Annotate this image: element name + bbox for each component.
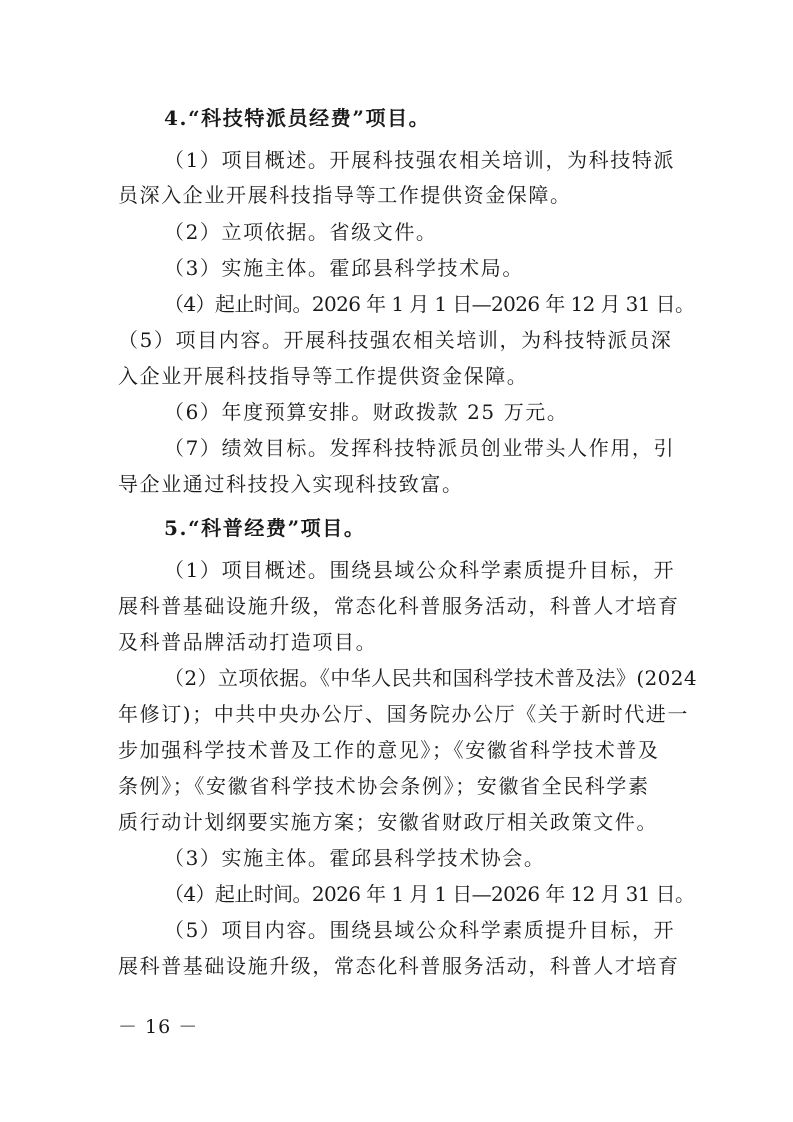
paragraph-line: （2）立项依据。省级文件。: [164, 220, 438, 244]
paragraph-line: 质行动计划纲要实施方案；安徽省财政厅相关政策文件。: [118, 810, 658, 834]
page-number: － 16 －: [118, 1016, 199, 1038]
section-heading-4: 4.“科技特派员经费”项目。: [164, 106, 431, 130]
paragraph-line: （3）实施主体。霍邱县科学技术局。: [164, 256, 524, 280]
paragraph-line: 导企业通过科技投入实现科技致富。: [118, 472, 464, 496]
paragraph-line: 年修订)；中共中央办公厅、国务院办公厅《关于新时代进一: [118, 702, 690, 726]
paragraph-line: 及科普品牌活动打造项目。: [118, 630, 378, 654]
paragraph-line: （1）项目概述。开展科技强农相关培训，为科技特派: [164, 148, 676, 172]
paragraph-line: （4）起止时间。2026 年 1 月 1 日—2026 年 12 月 31 日。: [164, 292, 695, 316]
paragraph-line: （7）绩效目标。发挥科技特派员创业带头人作用，引: [164, 436, 676, 460]
paragraph-line: 展科普基础设施升级，常态化科普服务活动，科普人才培育: [118, 954, 680, 978]
paragraph-line: （3）实施主体。霍邱县科学技术协会。: [164, 846, 546, 870]
paragraph-line: 员深入企业开展科技指导等工作提供资金保障。: [118, 183, 572, 207]
paragraph-line: （5）项目内容。围绕县域公众科学素质提升目标，开: [164, 918, 676, 942]
paragraph-line: 条例》；《安徽省科学技术协会条例》；安徽省全民科学素: [118, 774, 650, 798]
paragraph-line: （5）项目内容。开展科技强农相关培训，为科技特派员深: [118, 328, 673, 352]
paragraph-line: 入企业开展科技指导等工作提供资金保障。: [118, 364, 529, 388]
paragraph-line: 步加强科学技术普及工作的意见》；《安徽省科学技术普及: [118, 738, 660, 762]
paragraph-line: 展科普基础设施升级，常态化科普服务活动，科普人才培育: [118, 594, 680, 618]
paragraph-line: （1）项目概述。围绕县域公众科学素质提升目标，开: [164, 558, 676, 582]
section-heading-5: 5.“科普经费”项目。: [164, 516, 366, 540]
paragraph-line: （2）立项依据。《中华人民共和国科学技术普及法》(2024: [164, 666, 698, 690]
paragraph-line: （4）起止时间。2026 年 1 月 1 日—2026 年 12 月 31 日。: [164, 882, 695, 906]
paragraph-line: （6）年度预算安排。财政拨款 25 万元。: [164, 400, 569, 424]
